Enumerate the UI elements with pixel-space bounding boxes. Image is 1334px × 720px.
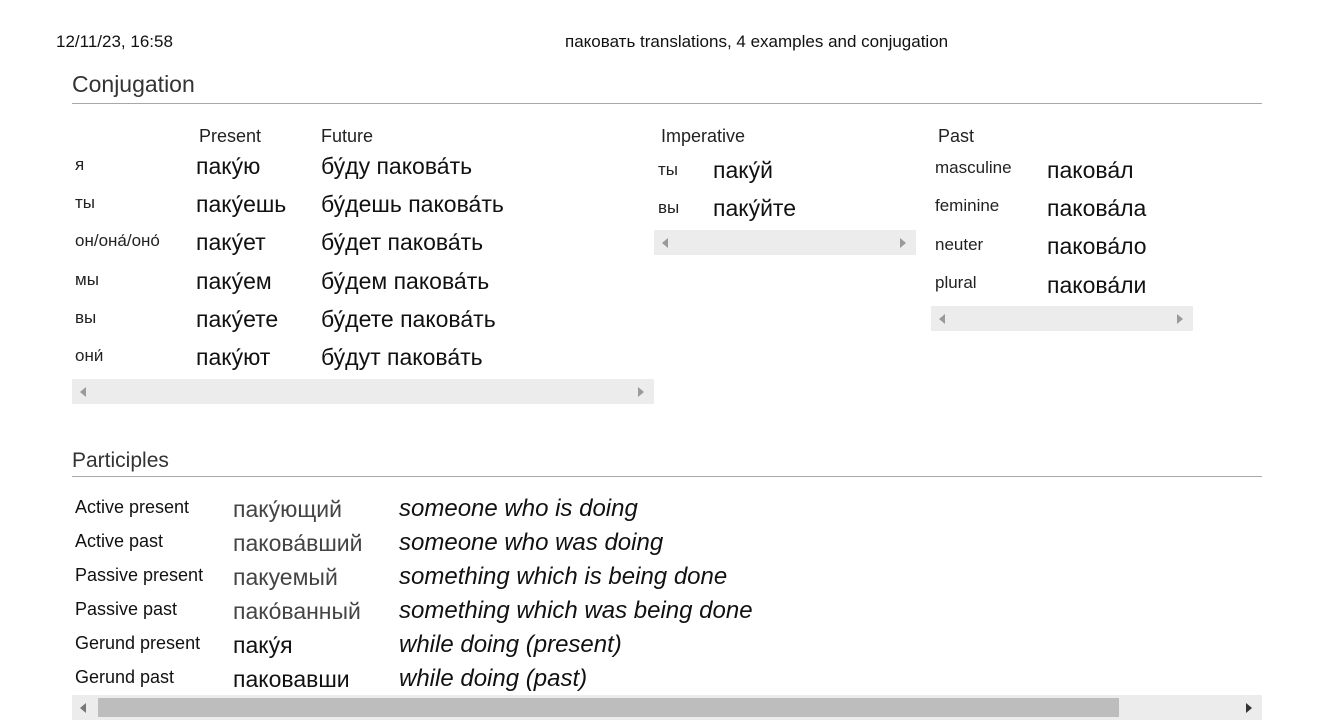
scrollbar-thumb[interactable] [98,698,1119,717]
future-column-header: Future [321,126,374,146]
arrow-right-icon[interactable] [900,238,906,248]
conjugation-heading: Conjugation [72,71,195,97]
past-form: пакова́ли [1047,272,1147,298]
present-form: паку́ете [196,306,279,332]
arrow-left-icon[interactable] [662,238,668,248]
participle-label: Gerund present [75,633,201,653]
future-form: бу́дете пакова́ть [321,306,496,332]
past-form: пакова́л [1047,157,1134,183]
future-form: бу́ду пакова́ть [321,153,473,179]
participle-meaning: someone who is doing [399,495,638,522]
participle-meaning: while doing (present) [399,631,622,658]
gender-cell: feminine [935,196,1000,215]
pronoun-cell: ты [658,160,679,179]
arrow-right-icon[interactable] [1177,314,1183,324]
participle-label: Active past [75,531,164,551]
participles-heading: Participles [72,449,169,472]
arrow-right-icon[interactable] [638,387,644,397]
gender-cell: neuter [935,235,984,254]
imperative-scrollbar[interactable] [654,230,916,255]
participle-label: Active present [75,497,190,517]
arrow-left-icon[interactable] [80,387,86,397]
future-form: бу́дет пакова́ть [321,229,484,255]
imperative-form: паку́йте [713,195,796,221]
imperative-column-header: Imperative [661,126,746,146]
imperative-form: паку́й [713,157,773,183]
conjugation-divider [72,103,1262,104]
pronoun-cell: ты [75,193,96,212]
future-form: бу́дут пакова́ть [321,344,483,370]
participle-label: Gerund past [75,667,175,687]
past-form: пакова́ло [1047,233,1147,259]
participle-form: пако́ванный [233,598,361,624]
participle-form: пакуемый [233,564,338,590]
present-form: паку́ю [196,153,261,179]
past-column-header: Past [938,126,975,146]
participle-form: пакова́вший [233,530,363,556]
participle-form: паку́ющий [233,496,342,522]
participle-label: Passive present [75,565,204,585]
print-datetime: 12/11/23, 16:58 [56,32,173,51]
arrow-right-icon[interactable] [1246,703,1252,713]
past-form: пакова́ла [1047,195,1147,221]
gender-cell: plural [935,273,977,292]
participles-divider [72,476,1262,477]
pronoun-cell: мы [75,270,99,289]
page-title: паковать translations, 4 examples and conjugation [565,32,949,51]
participle-form: паку́я [233,632,293,658]
future-form: бу́дешь пакова́ть [321,191,504,217]
past-scrollbar[interactable] [931,306,1193,331]
present-column-header: Present [199,126,262,146]
participle-form: паковавши [233,666,350,692]
gender-cell: masculine [935,158,1012,177]
participle-meaning: something which is being done [399,563,728,590]
participles-scrollbar[interactable] [72,695,1262,720]
pronoun-cell: я [75,155,85,174]
participle-meaning: while doing (past) [399,665,588,692]
participle-meaning: something which was being done [399,597,753,624]
present-form: паку́ешь [196,191,287,217]
arrow-left-icon[interactable] [80,703,86,713]
pronoun-cell: вы [75,308,97,327]
participle-meaning: someone who was doing [399,529,664,556]
participle-label: Passive past [75,599,178,619]
conjugation-scrollbar[interactable] [72,379,654,404]
arrow-left-icon[interactable] [939,314,945,324]
future-form: бу́дем пакова́ть [321,268,490,294]
pronoun-cell: он/она́/оно́ [75,231,160,250]
pronoun-cell: они́ [75,346,104,365]
present-form: паку́ют [196,344,271,370]
present-form: паку́ет [196,229,266,255]
present-form: паку́ем [196,268,272,294]
pronoun-cell: вы [658,198,680,217]
